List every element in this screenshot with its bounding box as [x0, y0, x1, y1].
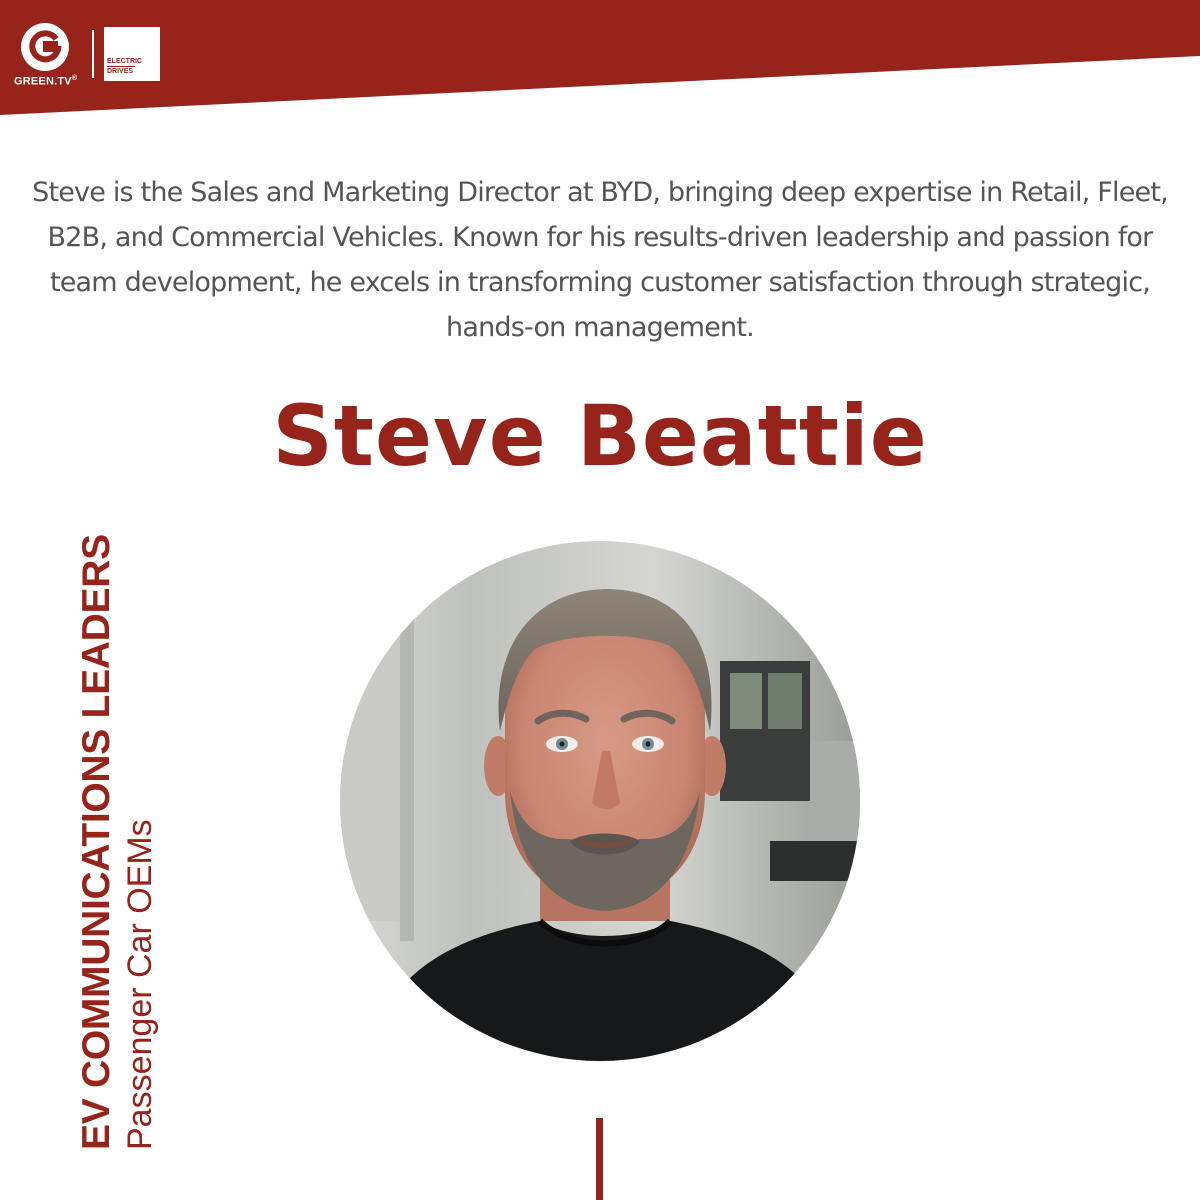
portrait-illustration	[340, 541, 860, 1061]
logo-divider	[92, 30, 94, 78]
electric-drives-logo	[104, 27, 160, 81]
person-name: Steve Beattie	[272, 387, 928, 485]
header-band	[0, 0, 1200, 120]
greentv-logo	[14, 22, 80, 92]
bio-paragraph: Steve is the Sales and Marketing Director at BYD, bringing deep expertise in Retail, Fleet, B2B, and Commercial Vehicles. Known for his results-driven leadership and passion for team development, he excels in transforming customer satisfaction through strategic, hands-on management.	[32, 177, 1168, 343]
series-label	[74, 534, 160, 1150]
greentv-logo-text: GREEN.TV®	[14, 75, 78, 88]
header-band-shape	[0, 0, 1200, 120]
series-category: Passenger Car OEMs	[121, 819, 159, 1150]
portrait-photo	[340, 541, 860, 1061]
accent-line	[596, 1118, 603, 1200]
electric-drives-logo-rule	[107, 66, 135, 67]
electric-drives-logo-line1: ELECTRIC	[107, 58, 142, 65]
greentv-g-icon	[20, 22, 70, 72]
electric-drives-logo-line2: DRIVES	[107, 68, 134, 75]
series-title: EV COMMUNICATIONS LEADERS	[75, 534, 118, 1150]
